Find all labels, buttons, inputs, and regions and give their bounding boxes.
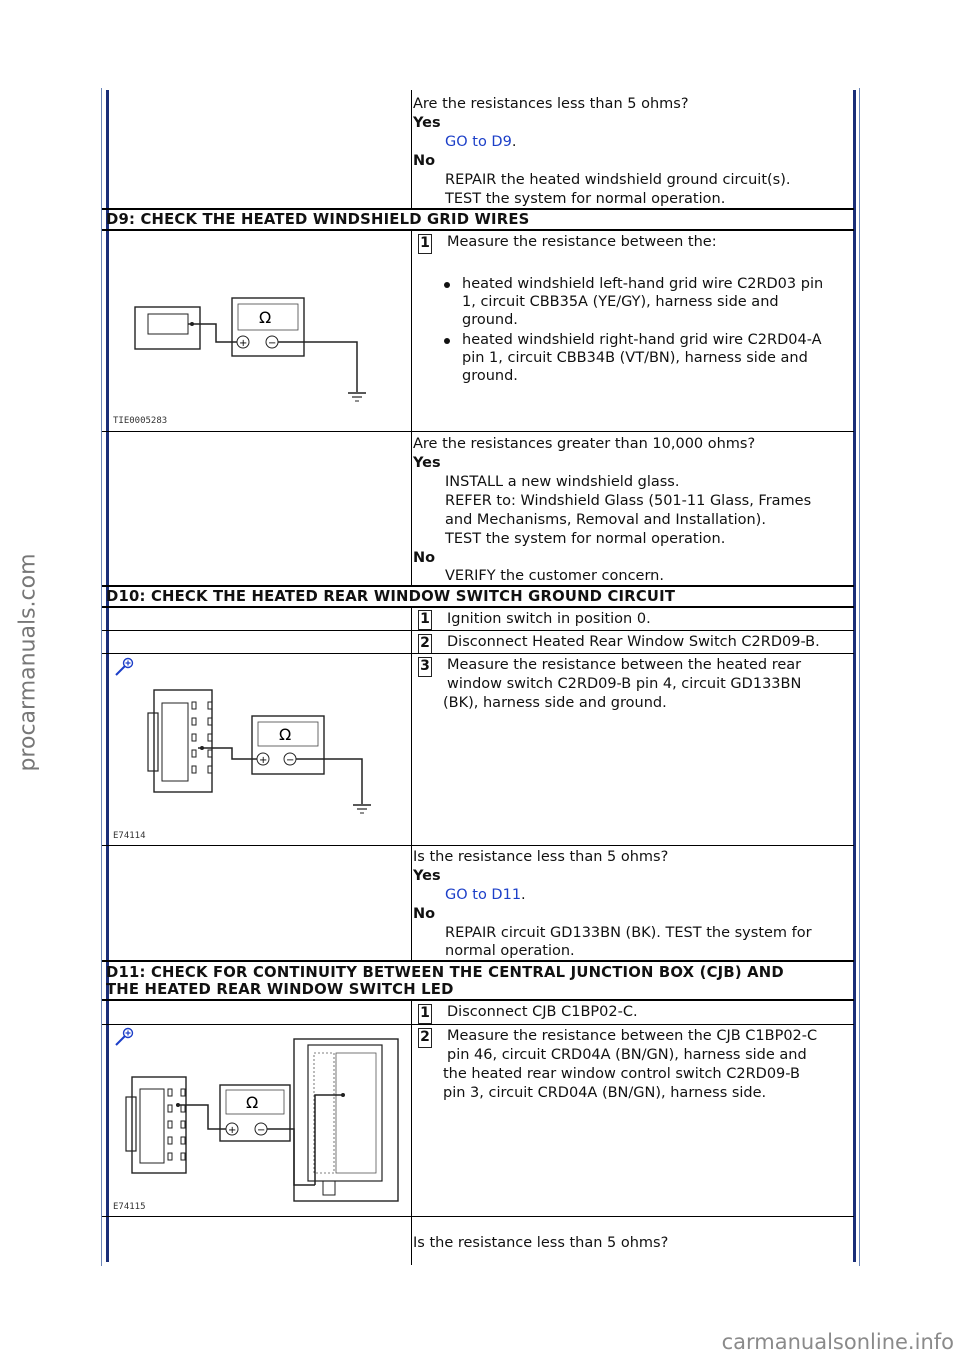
d9-no-line1: VERIFY the customer concern. [445,568,664,584]
rule [102,630,854,631]
d9-no-label: No [413,550,436,566]
page-frame-left-thin [101,88,102,1266]
plus-terminal: + [239,338,248,349]
column-divider [411,231,412,431]
d11-title-line1: D11: CHECK FOR CONTINUITY BETWEEN THE CENTRAL JUNCTION BOX (CJB) AND [106,964,784,981]
top-yes-row [445,133,516,152]
d10-step3-number: 3 [418,657,432,677]
rule [102,960,854,962]
rule [102,585,854,587]
d11-step1-text: Disconnect CJB C1BP02-C. [447,1004,638,1020]
d9-bullet1-line3: ground. [462,312,518,328]
d9-figure-label: TIE0005283 [113,416,168,426]
d10-step1-number: 1 [418,610,432,630]
minus-terminal: − [268,338,277,349]
d10-step3-line2: window switch C2RD09-B pin 4, circuit GD133BN [447,676,802,692]
d9-meter-diagram [112,292,382,412]
d9-bullet2-line2: pin 1, circuit CBB34B (VT/BN), harness side and [462,350,808,366]
column-divider [411,90,412,208]
d10-yes-row [445,886,526,905]
minus-terminal: − [257,1125,266,1136]
plus-terminal: + [259,755,268,766]
rule [102,653,854,654]
rule [102,606,854,608]
d10-connector-meter-diagram [140,688,380,823]
top-yes-label: Yes [413,115,441,131]
column-divider [411,846,412,960]
d10-no-label: No [413,906,436,922]
go-to-d9-link[interactable]: GO to D9 [445,134,512,150]
footer-watermark: carmanualsonline.info [721,1330,954,1354]
rule [102,1216,854,1217]
d10-step3-line3: (BK), harness side and ground. [443,695,667,711]
side-watermark: procarmanuals.com [15,553,41,772]
d10-yes-label: Yes [413,868,441,884]
d11-step2-line2: pin 46, circuit CRD04A (BN/GN), harness side and [447,1047,807,1063]
top-question: Are the resistances less than 5 ohms? [413,96,689,112]
d11-figure-label: E74115 [113,1202,146,1212]
rule [102,208,854,210]
d9-yes-line4: TEST the system for normal operation. [445,531,726,547]
ohm-symbol: Ω [279,725,292,744]
d9-title: D9: CHECK THE HEATED WINDSHIELD GRID WIRES [106,211,530,228]
top-yes-suffix: . [511,134,517,150]
d9-step1-text: Measure the resistance between the: [447,234,717,250]
d11-cjb-meter-diagram [118,1035,408,1205]
rule [102,999,854,1001]
d11-question: Is the resistance less than 5 ohms? [413,1235,669,1251]
d10-yes-suffix: . [521,887,526,903]
d9-step1-number: 1 [418,234,432,254]
rule [102,1024,854,1025]
d9-bullet2-line3: ground. [462,368,518,384]
column-divider [411,1217,412,1265]
column-divider [411,607,412,845]
cjb-connector [308,1045,382,1181]
ohm-symbol: Ω [246,1093,259,1112]
d9-bullet1-line1: heated windshield left-hand grid wire C2RD03 pin [462,276,824,292]
windshield-glass-shape [135,307,200,349]
top-no-label: No [413,153,436,169]
top-no-line2: TEST the system for normal operation. [445,191,726,207]
rule [102,845,854,846]
d11-step2-number: 2 [418,1028,432,1048]
d9-yes-line2: REFER to: Windshield Glass (501-11 Glass, Frames [445,493,812,509]
d10-figure-label: E74114 [113,831,146,841]
d11-step1-number: 1 [418,1004,432,1024]
top-no-line1: REPAIR the heated windshield ground circuit(s). [445,172,791,188]
d9-question: Are the resistances greater than 10,000 ohms? [413,436,756,452]
ohm-symbol: Ω [259,308,272,327]
d10-step2-text: Disconnect Heated Rear Window Switch C2RD09-B. [447,634,820,650]
d11-step2-line1: Measure the resistance between the CJB C1BP02-C [447,1028,818,1044]
page-frame-right-thick [853,90,856,1262]
go-to-d11-link[interactable]: GO to D11 [445,887,522,903]
column-divider [411,432,412,585]
d9-yes-line3: and Mechanisms, Removal and Installation). [445,512,766,528]
page-frame-left-thick [106,90,109,1262]
column-divider [411,1001,412,1217]
page-frame-right-thin [859,88,860,1266]
rule [102,431,854,432]
d10-step3-line1: Measure the resistance between the heated rear [447,657,802,673]
d9-bullet1-line2: 1, circuit CBB35A (YE/GY), harness side and [462,294,779,310]
d9-bullet2-line1: heated windshield right-hand grid wire C2RD04-A [462,332,822,348]
plus-terminal: + [228,1125,237,1136]
d10-step2-number: 2 [418,634,432,654]
d9-yes-line1: INSTALL a new windshield glass. [445,474,680,490]
d11-step2-line4: pin 3, circuit CRD04A (BN/GN), harness side. [443,1085,767,1101]
d9-yes-label: Yes [413,455,441,471]
d10-step1-text: Ignition switch in position 0. [447,611,651,627]
d10-no-line1: REPAIR circuit GD133BN (BK). TEST the system for [445,925,812,941]
rule [102,229,854,231]
d10-question: Is the resistance less than 5 ohms? [413,849,669,865]
d11-title-line2: THE HEATED REAR WINDOW SWITCH LED [106,981,454,998]
minus-terminal: − [286,755,295,766]
switch-connector-shape [154,690,212,792]
d10-title: D10: CHECK THE HEATED REAR WINDOW SWITCH GROUND CIRCUIT [106,588,676,605]
d11-step2-line3: the heated rear window control switch C2RD09-B [443,1066,800,1082]
zoom-icon[interactable] [114,657,134,677]
d10-no-line2: normal operation. [445,943,575,959]
